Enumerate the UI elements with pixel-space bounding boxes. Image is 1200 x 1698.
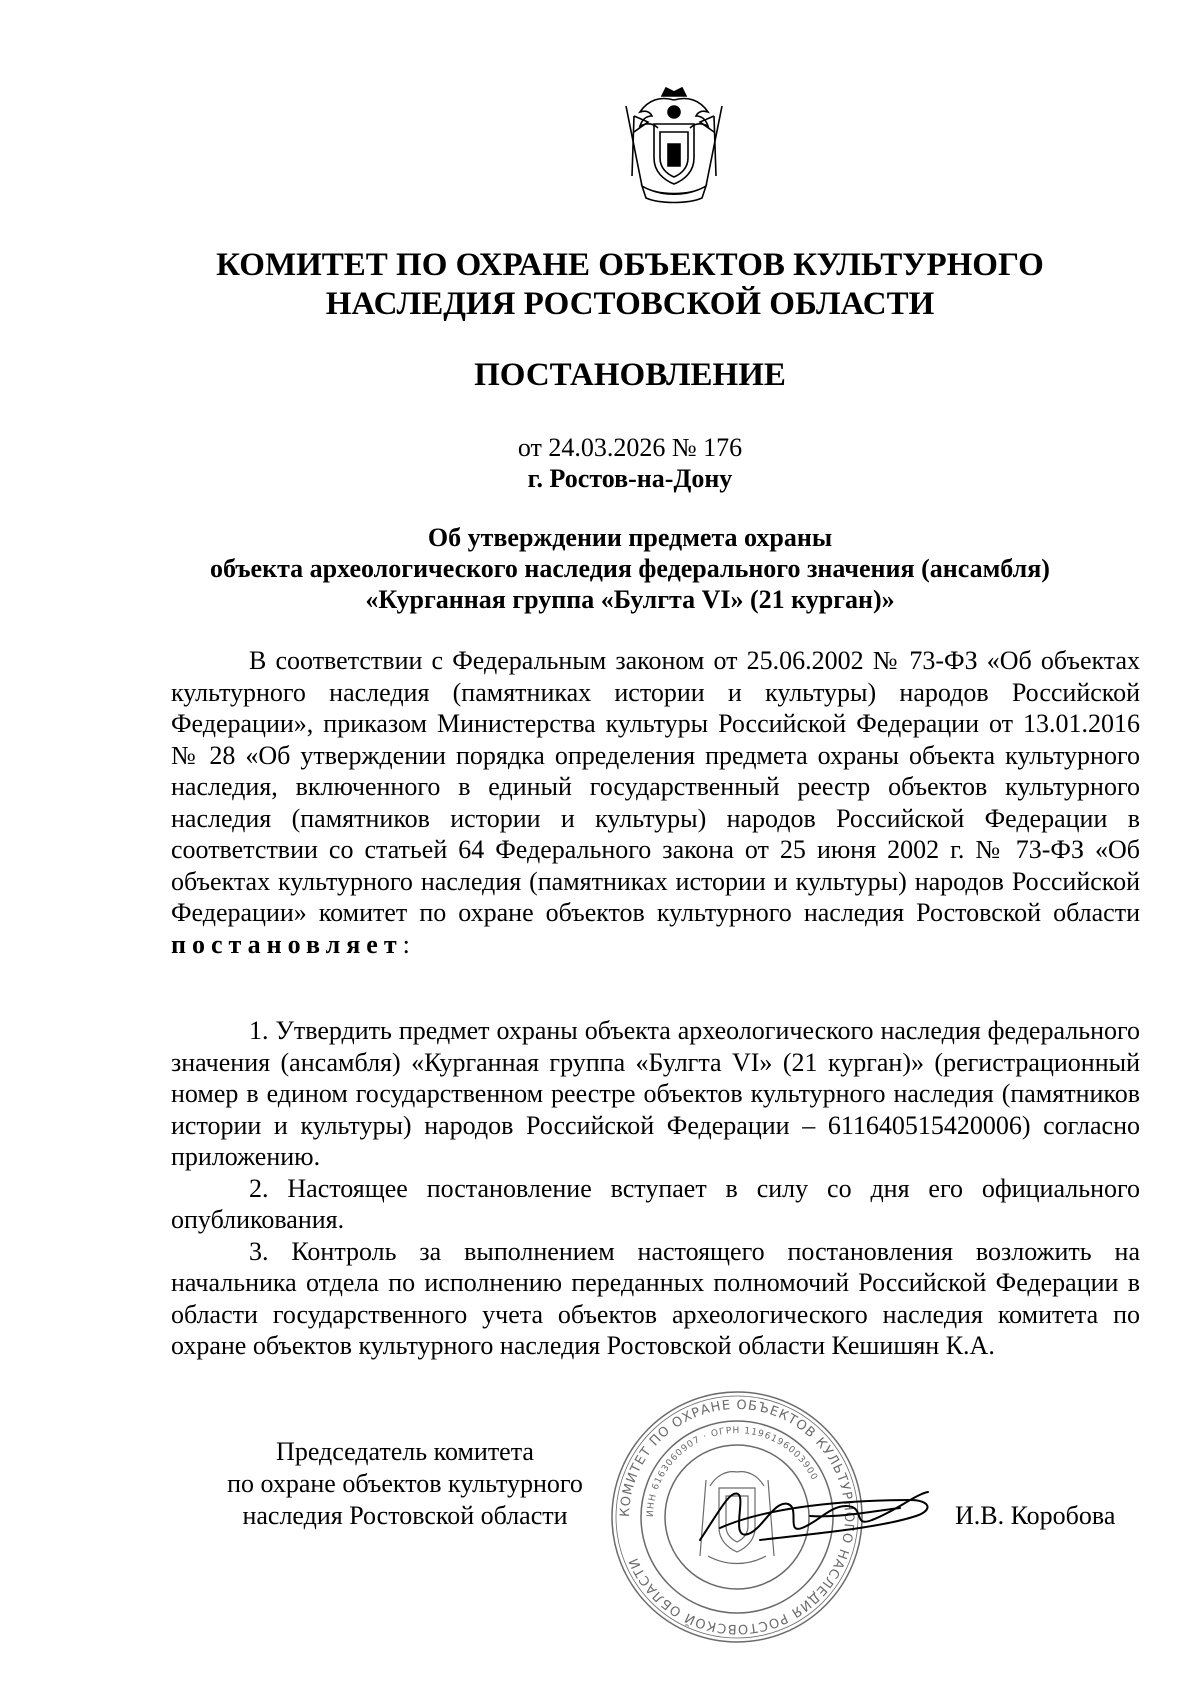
signatory-name: И.В. Коробова (955, 1501, 1116, 1530)
stamp-outer-text: КОМИТЕТ ПО ОХРАНЕ ОБЪЕКТОВ КУЛЬТУРНОГО НАСЛЕДИЯ РОСТОВСКОЙ ОБЛАСТИ (617, 1397, 857, 1637)
signatory-position-line2: по охране объектов культурного (227, 1469, 583, 1498)
preamble-text: В соответствии с Федеральным законом от 25.06.2002 № 73-ФЗ «Об объектах культурного наследия (памятниках истории и культуры) народов Российской Федерации», приказом Министерства культуры Российской Федерации от 13.01.2016 № 28 «Об утверждении порядка определения предмета охраны объекта культурного наследия, включенного в единый государственный реестр объектов культурного наследия (памятников истории и культуры) народов Российской Федерации в соответствии со статьей 64 Федерального закона от 25 июня 2002 г. № 73-ФЗ «Об объектах культурного наследия (памятниках истории и культуры) народов Российской Федерации» комитет по охране объектов культурного наследия Ростовской области (171, 646, 1140, 927)
resolves-word: постановляет (171, 929, 403, 959)
preamble-colon: : (402, 929, 410, 959)
title-line2: объекта археологического наследия федерального значения (ансамбля) (210, 554, 1050, 583)
resolution-items (171, 1015, 1140, 1362)
resolution-item-2: 2. Настоящее постановление вступает в силу со дня его официального опубликования. (171, 1173, 1140, 1234)
handwritten-signature (690, 1470, 940, 1560)
title-line3: «Курганная группа «Булгта VI» (21 курган)» (365, 585, 895, 614)
city: г. Ростов-на-Дону (527, 464, 733, 493)
organization-name-line1: КОМИТЕТ ПО ОХРАНЕ ОБЪЕКТОВ КУЛЬТУРНОГО (216, 247, 1044, 283)
signatory-position-line1: Председатель комитета (276, 1437, 534, 1466)
date-number: от 24.03.2026 № 176 (517, 433, 743, 462)
resolution-item-1: 1. Утвердить предмет охраны объекта археологического наследия федерального значения (ансамбля) «Курганная группа «Булгта VI» (21 курган)» (регистрационный номер в едином государственном реестре объектов культурного наследия (памятников истории и культуры) народов Российской Федерации – 611640515420006) согласно приложению. (171, 1016, 1140, 1171)
signatory-position-line3: наследия Ростовской области (242, 1501, 568, 1530)
stamp-inner-text: ИНН 6163060907 · ОГРН 1196196003900 (645, 1425, 820, 1518)
signatory-position (190, 1436, 620, 1532)
document-title (170, 522, 1090, 615)
preamble-paragraph (171, 645, 1140, 960)
resolution-item-3: 3. Контроль за выполнением настоящего постановления возложить на начальника отдела по исполнению переданных полномочий Российской Федерации в области государственного учета объектов археологического наследия комитета по охране объектов культурного наследия Ростовской области Кешишян К.А. (171, 1236, 1140, 1360)
coat-of-arms-emblem (618, 86, 730, 204)
document-type: ПОСТАНОВЛЕНИЕ (474, 357, 786, 393)
title-line1: Об утверждении предмета охраны (427, 523, 833, 552)
organization-name (170, 246, 1090, 324)
organization-name-line2: НАСЛЕДИЯ РОСТОВСКОЙ ОБЛАСТИ (325, 286, 935, 322)
